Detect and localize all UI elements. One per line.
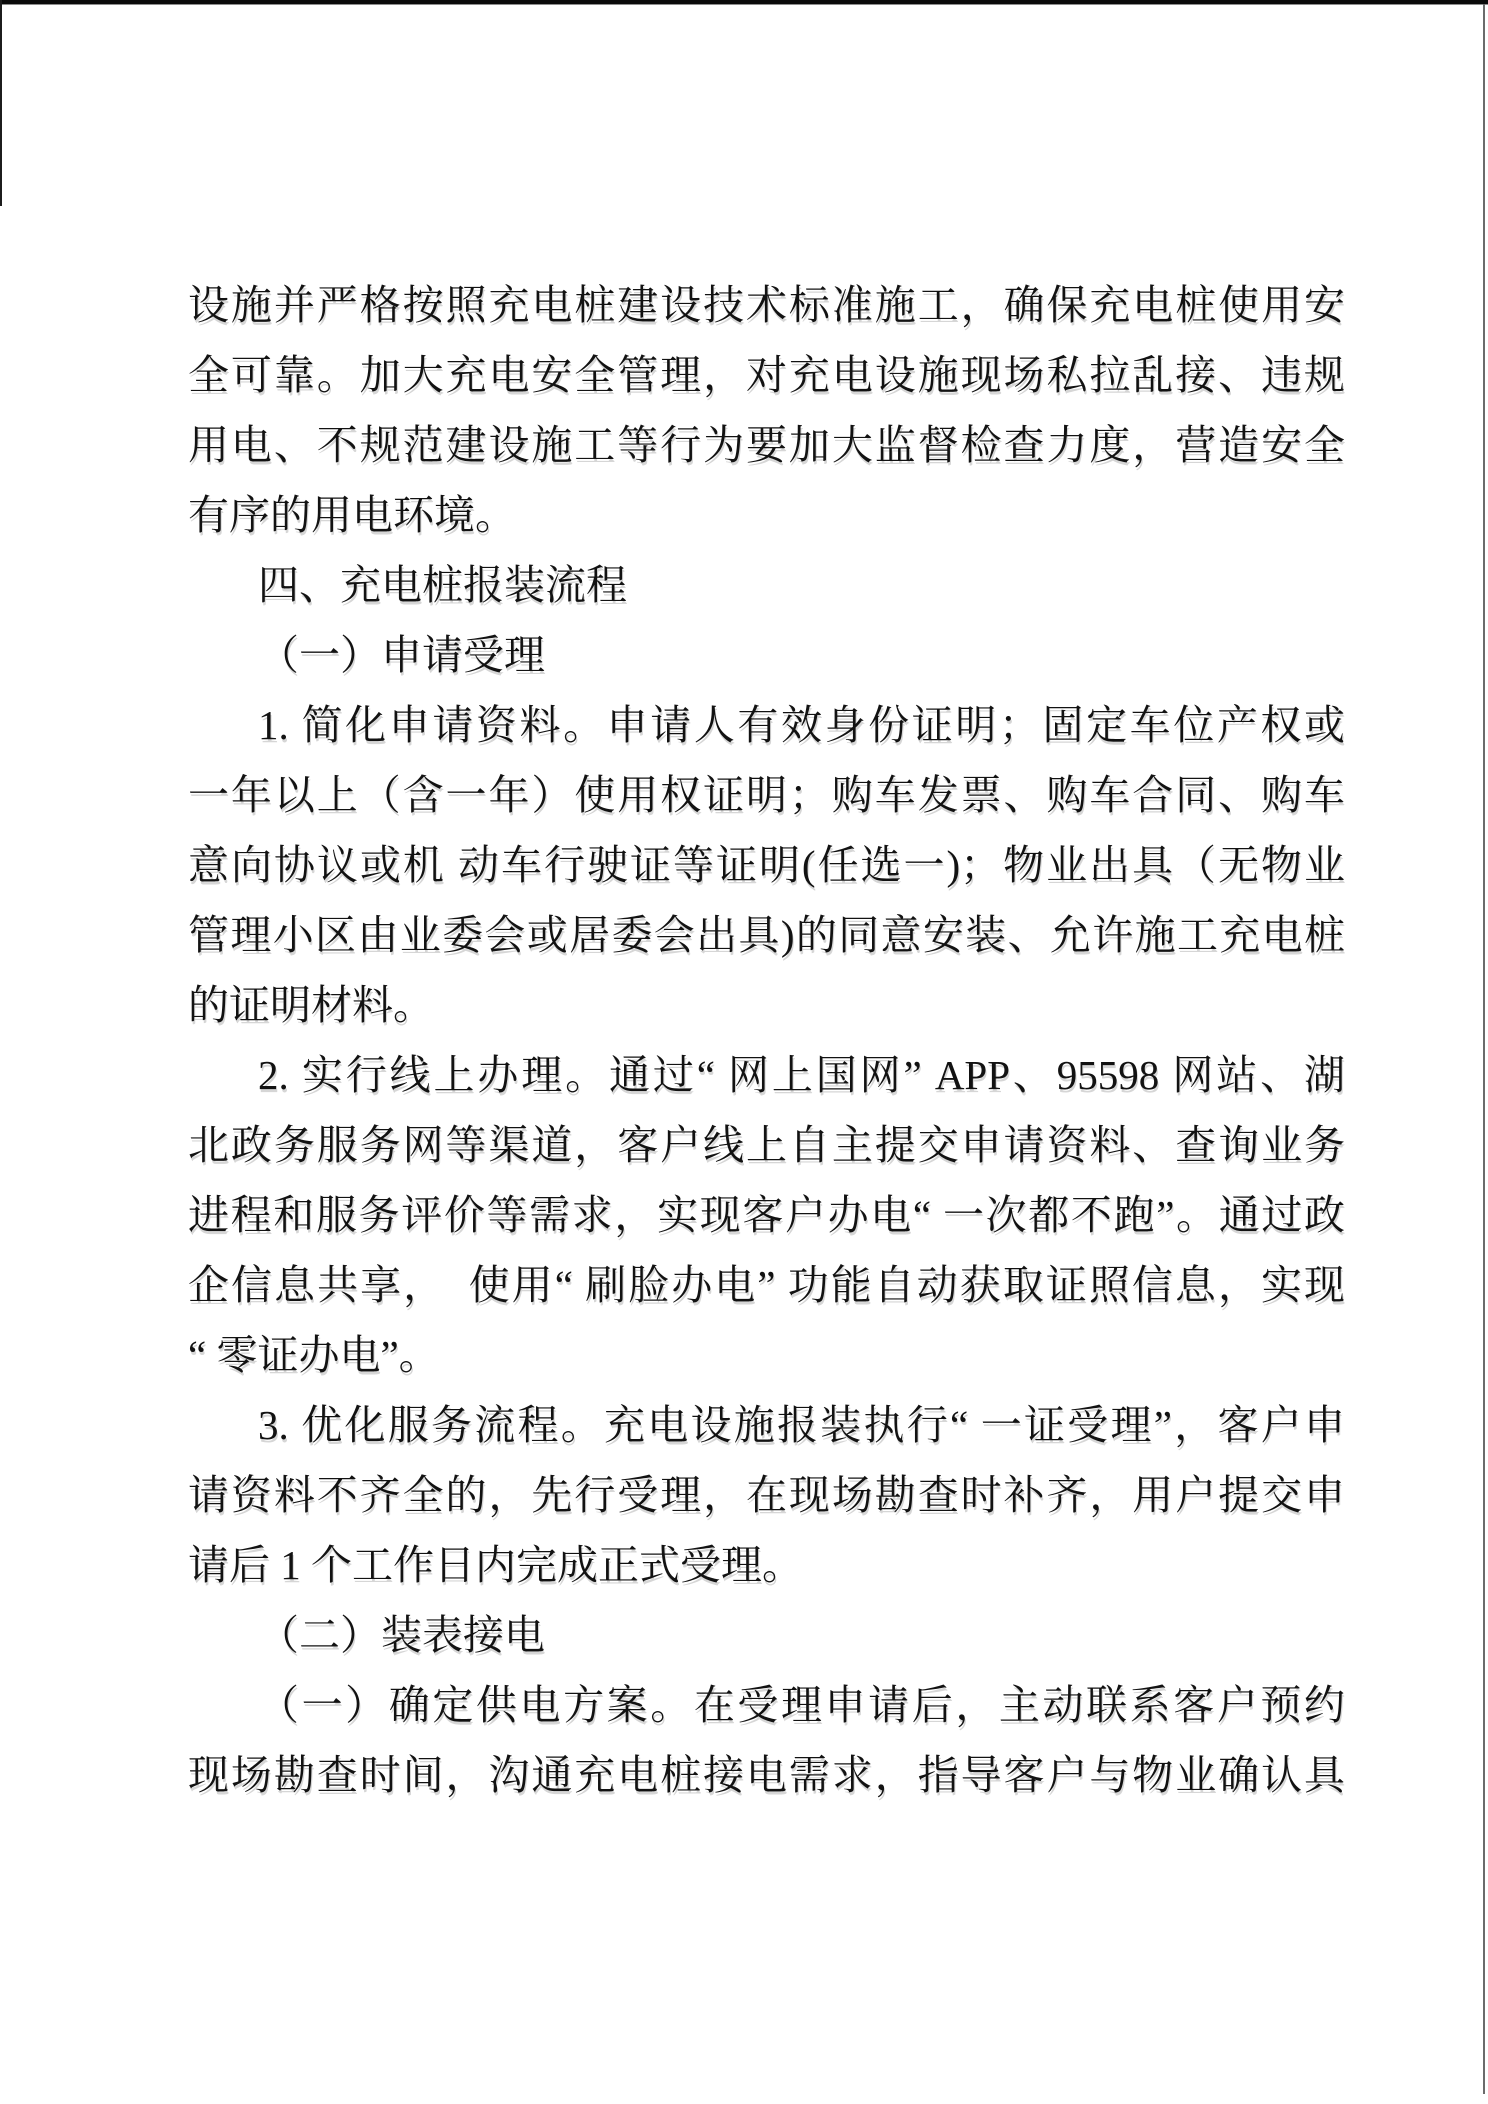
scan-right-edge [1483, 4, 1485, 2094]
text-line: 企信息共享， 使用“ 刷脸办电” 功能自动获取证照信息，实现 [188, 1262, 1345, 1308]
text-line: 进程和服务评价等需求，实现客户办电“ 一次都不跑”。通过政 [188, 1192, 1345, 1238]
scan-top-edge [0, 0, 1488, 5]
text-line: 意向协议或机 动车行驶证等证明(任选一)；物业出具（无物业 [188, 842, 1345, 888]
text-line: 2. 实行线上办理。通过“ 网上国网” APP、95598 网站、湖 [258, 1052, 1345, 1098]
body-text [188, 270, 1345, 1810]
text-line: （一）确定供电方案。在受理申请后，主动联系客户预约 [258, 1682, 1345, 1728]
text-line: 全可靠。加大充电安全管理，对充电设施现场私拉乱接、违规 [188, 352, 1345, 398]
text-line: 有序的用电环境。 [188, 492, 516, 538]
subsection-heading-line: （二）装表接电 [258, 1612, 545, 1658]
text-line: 现场勘查时间，沟通充电桩接电需求，指导客户与物业确认具 [188, 1752, 1345, 1798]
text-line: 一年以上（含一年）使用权证明；购车发票、购车合同、购车 [188, 772, 1345, 818]
text-line: 请后 1 个工作日内完成正式受理。 [188, 1542, 803, 1588]
scan-left-edge [0, 0, 2, 206]
text-line: “ 零证办电”。 [188, 1332, 440, 1378]
text-line: 设施并严格按照充电桩建设技术标准施工，确保充电桩使用安 [188, 282, 1345, 328]
text-line: 的证明材料。 [188, 982, 434, 1028]
subsection-heading-line: （一）申请受理 [258, 632, 545, 678]
text-line: 北政务服务网等渠道，客户线上自主提交申请资料、查询业务 [188, 1122, 1345, 1168]
text-line: 请资料不齐全的，先行受理，在现场勘查时补齐，用户提交申 [188, 1472, 1345, 1518]
text-line: 3. 优化服务流程。充电设施报装执行“ 一证受理”，客户申 [258, 1402, 1345, 1448]
text-line: 1. 简化申请资料。申请人有效身份证明；固定车位产权或 [258, 702, 1345, 748]
text-line: 用电、不规范建设施工等行为要加大监督检查力度，营造安全 [188, 422, 1345, 468]
text-line: 管理小区由业委会或居委会出具)的同意安装、允许施工充电桩 [188, 912, 1345, 958]
section-heading-line: 四、充电桩报装流程 [258, 562, 627, 608]
